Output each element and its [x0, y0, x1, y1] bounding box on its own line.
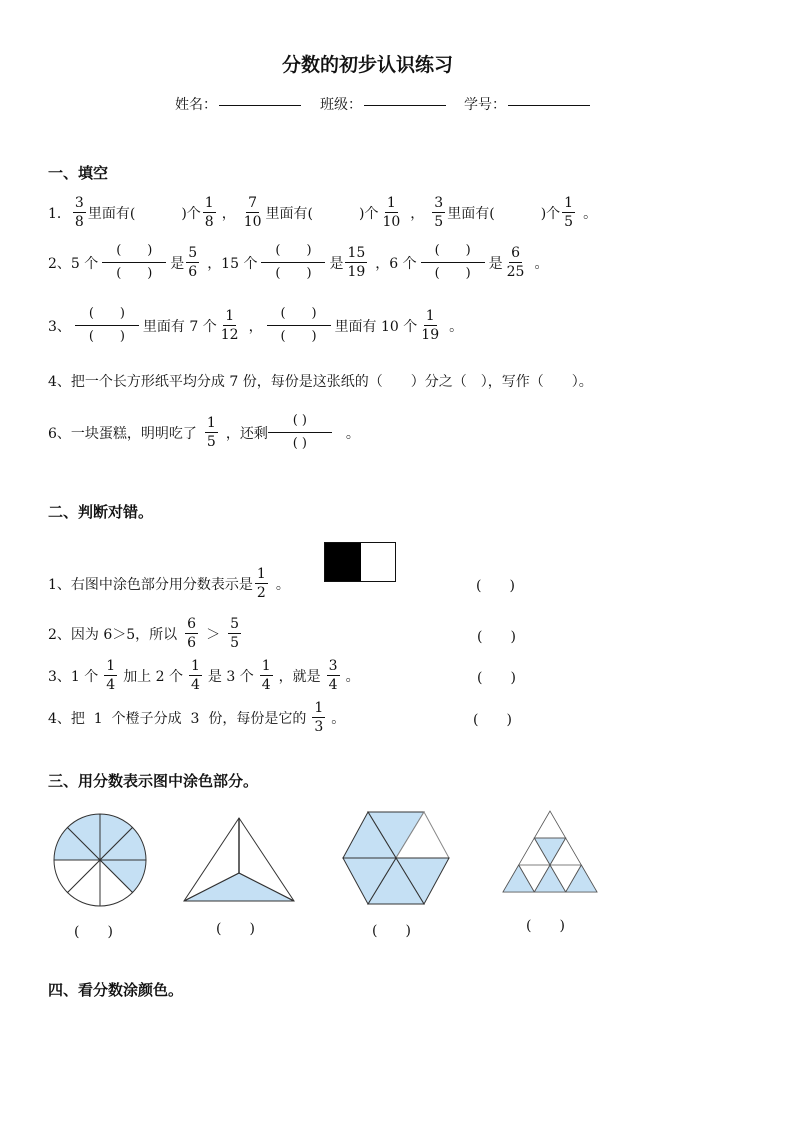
- page-title: 分数的初步认识练习: [282, 54, 454, 76]
- q-text: 是: [329, 255, 344, 272]
- name-label: 姓名：: [175, 97, 217, 113]
- fraction: $\frac{1}{4}$: [106, 658, 116, 693]
- q-text: 3、1 个: [48, 668, 99, 685]
- class-underline: [364, 104, 446, 106]
- judge-answer-blank[interactable]: ( ): [473, 712, 512, 728]
- q-text: 是: [170, 255, 185, 272]
- fraction: $\frac{6}{6}$: [187, 616, 197, 651]
- name-field[interactable]: [175, 94, 301, 114]
- question-1-3: [48, 303, 463, 348]
- q-number: 3、: [48, 318, 71, 335]
- fraction: $\frac{1}{5}$: [564, 195, 574, 230]
- q-text: 里面有(: [265, 205, 313, 222]
- q-text: ，: [221, 205, 236, 222]
- question-1-4: 4、把一个长方形纸平均分成 7 份，每份是这张纸的（ ）分之（ ），写作（ ）。: [48, 374, 593, 390]
- fraction: $\frac{6}{25}$: [506, 245, 525, 280]
- judge-item-4: [48, 699, 345, 736]
- judge-item-2: [48, 615, 249, 652]
- q-text: ，还剩: [225, 425, 268, 442]
- q-text: 里面有(: [447, 205, 495, 222]
- circle-figure: [52, 812, 148, 908]
- class-field[interactable]: [320, 94, 446, 114]
- fraction: $\frac{1}{19}$: [421, 308, 440, 343]
- q-text: 。: [345, 425, 360, 442]
- q-number: 2、5 个: [48, 255, 99, 272]
- fraction: $\frac{1}{12}$: [220, 308, 239, 343]
- judge-answer-blank[interactable]: ( ): [477, 670, 516, 686]
- figure-answer-blank[interactable]: ( ): [74, 924, 113, 940]
- judge-answer-blank[interactable]: ( ): [477, 629, 516, 645]
- q-text: 1、右图中涂色部分用分数表示是: [48, 576, 253, 593]
- q-text: ，15 个: [207, 255, 258, 272]
- q-text: 。: [345, 668, 360, 685]
- q-text: 。: [275, 576, 290, 593]
- id-underline: [508, 104, 590, 106]
- fraction: $\frac{1}{5}$: [206, 415, 216, 450]
- id-field[interactable]: [464, 94, 590, 114]
- class-label: 班级：: [320, 97, 362, 113]
- q-text: )个: [181, 205, 201, 222]
- fraction: $\frac{1}{8}$: [204, 195, 214, 230]
- fraction: $\frac{5}{5}$: [230, 616, 240, 651]
- section2-heading: 二、判断对错。: [48, 503, 154, 521]
- q-text: 6、一块蛋糕，明明吃了: [48, 425, 197, 442]
- judge-item-1: [48, 565, 290, 602]
- fraction: $\frac{1}{4}$: [191, 658, 200, 693]
- triangle-figure: [182, 816, 296, 904]
- hexagon-figure: [341, 810, 451, 906]
- q-text: ，: [410, 205, 425, 222]
- q-text: 加上 2 个: [123, 668, 183, 685]
- q-text: ，就是: [278, 668, 321, 685]
- q-text: 。: [534, 255, 549, 272]
- q-text: )个: [540, 205, 561, 222]
- answer-fraction-blank[interactable]: $\frac{( )}{( )}$: [75, 303, 139, 348]
- q-text: 里面有 7 个: [142, 318, 217, 335]
- q-text: )个: [359, 205, 379, 222]
- section1-heading: 一、填空: [48, 164, 109, 182]
- judge-item-3: [48, 657, 360, 694]
- fraction: $\frac{1}{10}$: [382, 195, 401, 230]
- figure-answer-blank[interactable]: ( ): [526, 918, 565, 934]
- section4-heading: 四、看分数涂颜色。: [48, 981, 184, 999]
- answer-fraction-blank[interactable]: $\frac{( )}{( )}$: [268, 410, 332, 455]
- triangle-grid-figure: [502, 810, 598, 894]
- fraction: $\frac{5}{6}$: [188, 245, 198, 280]
- fraction: $\frac{3}{8}$: [74, 195, 84, 230]
- half-shaded-rectangle: [324, 542, 396, 582]
- id-label: 学号：: [464, 97, 506, 113]
- fraction: $\frac{15}{19}$: [347, 245, 366, 280]
- figure-answer-blank[interactable]: ( ): [216, 921, 255, 937]
- answer-fraction-blank[interactable]: $\frac{( )}{( )}$: [102, 240, 166, 285]
- figure-answer-blank[interactable]: ( ): [372, 923, 411, 939]
- q-text: 2、因为 6＞5，所以: [48, 626, 178, 643]
- q-text: ，6 个: [375, 255, 417, 272]
- fraction: $\frac{1}{2}$: [256, 566, 266, 601]
- fraction: $\frac{3}{5}$: [434, 195, 444, 230]
- q-text: 是: [488, 255, 503, 272]
- q-text: 4、把 1 个橙子分成 3 份，每份是它的: [48, 710, 307, 727]
- answer-fraction-blank[interactable]: $\frac{( )}{( )}$: [421, 240, 485, 285]
- question-1-2: [48, 240, 548, 285]
- q-text: 。: [331, 710, 346, 727]
- name-underline: [219, 104, 301, 106]
- question-1-1: [48, 194, 597, 231]
- answer-fraction-blank[interactable]: $\frac{( )}{( )}$: [261, 240, 325, 285]
- question-1-6: [48, 410, 360, 455]
- q-text: 。: [583, 205, 598, 222]
- q-text: 是 3 个: [207, 668, 254, 685]
- fraction: $\frac{1}{3}$: [314, 700, 324, 735]
- q-number: 1．: [48, 205, 71, 222]
- fraction: $\frac{3}{4}$: [328, 658, 338, 693]
- fraction: $\frac{1}{4}$: [261, 658, 271, 693]
- q-text: 。: [449, 318, 464, 335]
- q-text: ＞: [206, 626, 221, 643]
- q-text: ，: [248, 318, 263, 335]
- judge-answer-blank[interactable]: ( ): [476, 578, 515, 594]
- fraction: $\frac{7}{10}$: [243, 195, 262, 230]
- q-text: 里面有 10 个: [334, 318, 418, 335]
- q-text: 里面有(: [87, 205, 136, 222]
- section3-heading: 三、用分数表示图中涂色部分。: [48, 772, 259, 790]
- answer-fraction-blank[interactable]: $\frac{( )}{( )}$: [267, 303, 331, 348]
